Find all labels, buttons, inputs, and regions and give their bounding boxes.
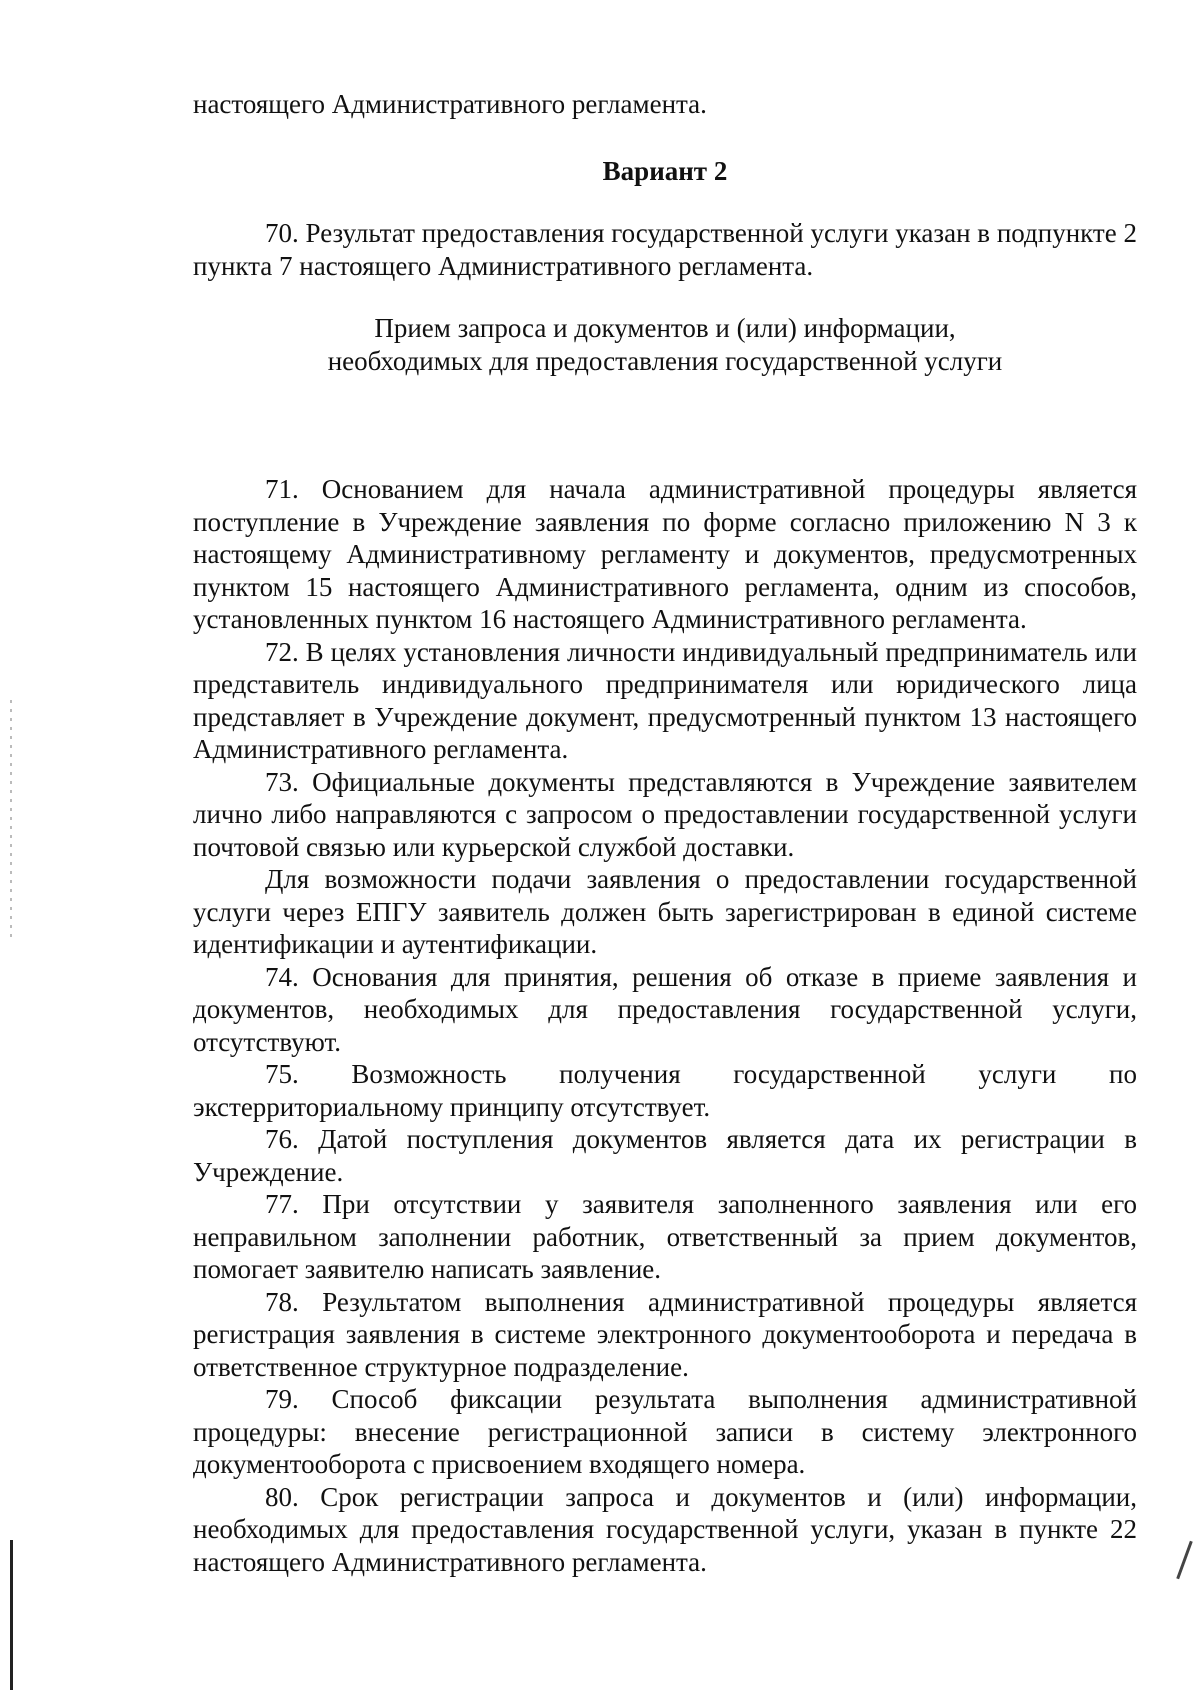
paragraph-71: 71. Основанием для начала административной процедуры является поступление в Учреждение заявления по форме согласно приложению N 3 к настоящему Административному регламенту и документов, предусмотренных пунктом 15 настоящего Административного регламента, одним из способов, установленных пунктом 16 настоящего Административного регламента. [193,474,1137,634]
paragraph-80: 80. Срок регистрации запроса и документов и (или) информации, необходимых для предоставления государственной услуги, указан в пункте 22 настоящего Административного регламента. [193,1481,1137,1577]
variant-heading: Вариант 2 [602,155,728,186]
section-heading-line-2: необходимых для предоставления государственной услуги [327,345,1003,376]
paragraph-77: 77. При отсутствии у заявителя заполненного заявления или его неправильном заполнении работник, ответственный за прием документов, помогает заявителю написать заявление. [193,1189,1137,1284]
paragraph-76: 76. Датой поступления документов является дата их регистрации в Учреждение. [193,1124,1137,1187]
scan-margin-dots [10,700,12,940]
scan-edge-mark [1176,1541,1193,1580]
paragraph-73: 73. Официальные документы представляются в Учреждение заявителем лично либо направляются с запросом о предоставлении государственной услуги почтовой связью или курьерской службой доставки. [193,766,1137,862]
paragraph-73-continued: Для возможности подачи заявления о предоставлении государственной услуги через ЕПГУ заявитель должен быть зарегистрирован в единой системе идентификации и аутентификации. [193,864,1137,959]
section-heading-line-1: Прием запроса и документов и (или) информации, [374,313,956,343]
scan-margin-rule [10,1540,13,1690]
paragraph-74: 74. Основания для принятия, решения об отказе в приеме заявления и документов, необходимых для предоставления государственной услуги, отсутствуют. [193,961,1137,1057]
paragraph-75: 75. Возможность получения государственной услуги по экстерриториальному принципу отсутствует. [193,1059,1137,1122]
paragraph-78: 78. Результатом выполнения административной процедуры является регистрация заявления в системе электронного документооборота и передача в ответственное структурное подразделение. [193,1286,1137,1382]
continuation-line: настоящего Административного регламента. [193,89,707,119]
document-body [193,88,1137,1578]
paragraph-72: 72. В целях установления личности индивидуальный предприниматель или представитель индивидуального предпринимателя или юридического лица представляет в Учреждение документ, предусмотренный пунктом 13 настоящего Административного регламента. [193,636,1137,764]
paragraph-79: 79. Способ фиксации результата выполнения административной процедуры: внесение регистрационной записи в систему электронного документооборота с присвоением входящего номера. [193,1384,1137,1479]
paragraph-70: 70. Результат предоставления государственной услуги указан в подпункте 2 пункта 7 настоящего Административного регламента. [193,218,1137,281]
section-heading [193,312,1137,377]
